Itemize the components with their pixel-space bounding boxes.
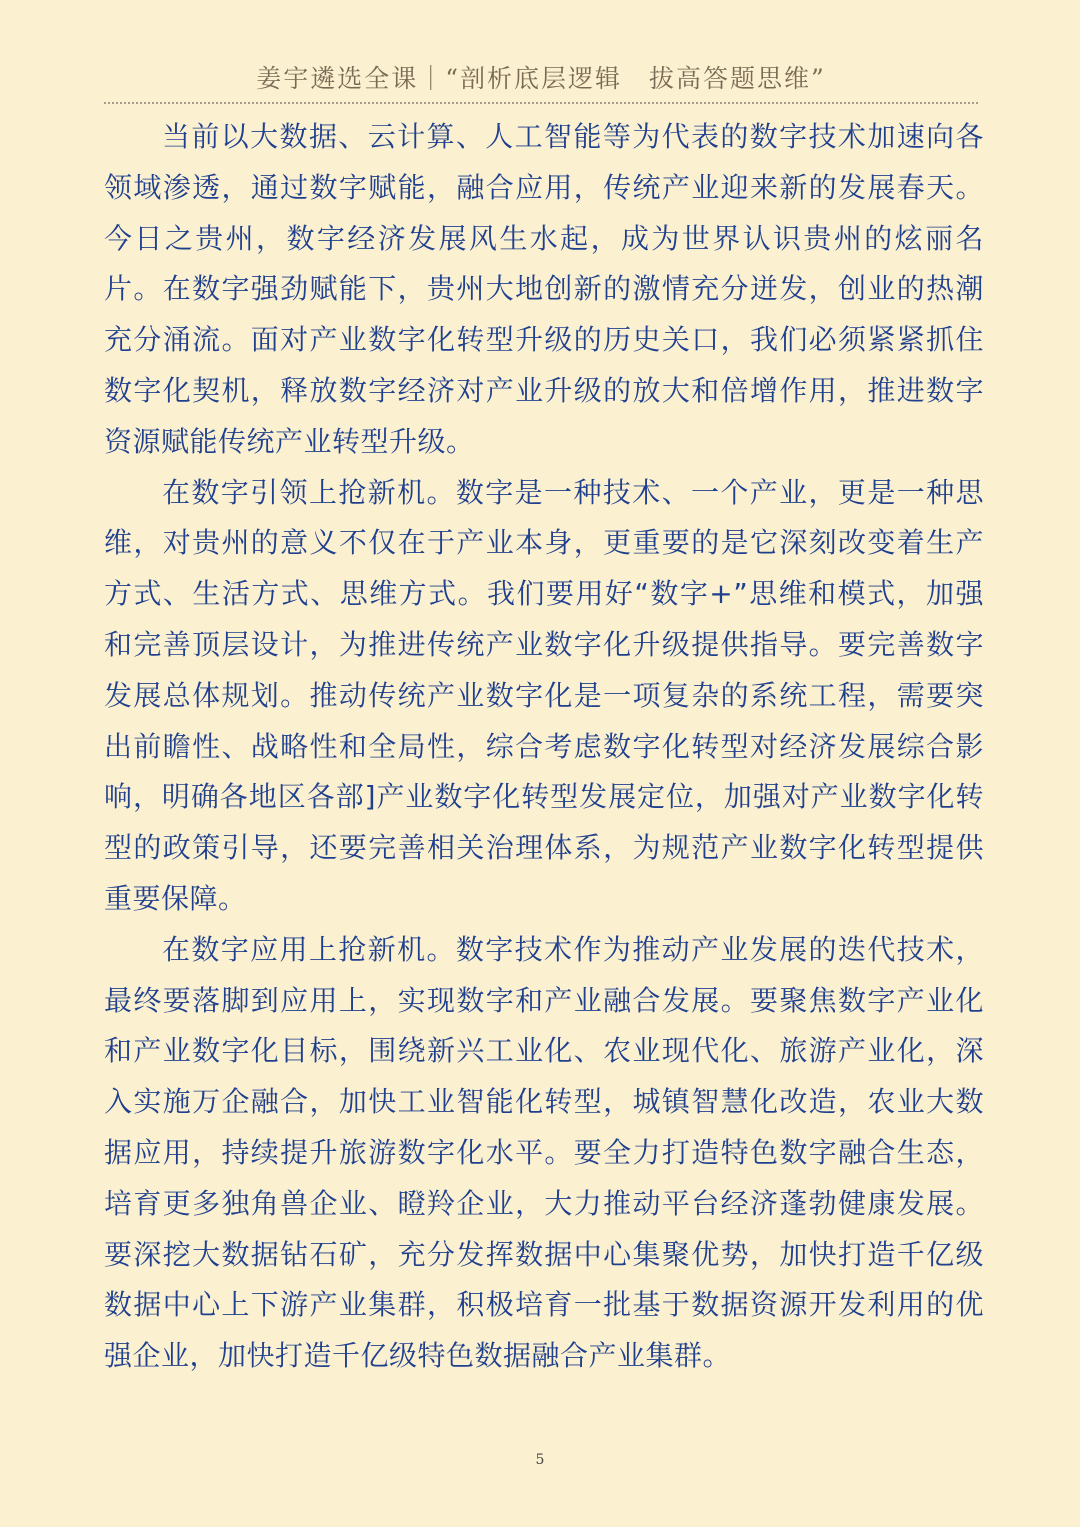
paragraph-digital-application: 在数字应用上抢新机。数字技术作为推动产业发展的迭代技术，最终要落脚到应用上，实现数字和产业融合发展。要聚焦数字产业化和产业数字化目标，围绕新兴工业化、农业现代化、旅游产业化，深入实施万企融合，加快工业智能化转型，城镇智慧化改造，农业大数据应用，持续提升旅游数字化水平。要全力打造特色数字融合生态，培育更多独角兽企业、瞪羚企业，大力推动平台经济蓬勃健康发展。要深挖大数据钻石矿，充分发挥数据中心集聚优势，加快打造千亿级数据中心上下游产业集群，积极培育一批基于数据资源开发利用的优强企业，加快打造千亿级特色数据融合产业集群。 [104, 932, 984, 1373]
paragraph-intro: 当前以大数据、云计算、人工智能等为代表的数字技术加速向各领域渗透，通过数字赋能，融合应用，传统产业迎来新的发展春天。今日之贵州，数字经济发展风生水起，成为世界认识贵州的炫丽名片。在数字强劲赋能下，贵州大地创新的激情充分迸发，创业的热潮充分涌流。面对产业数字化转型升级的历史关口，我们必须紧紧抓住数字化契机，释放数字经济对产业升级的放大和倍增作用，推进数字资源赋能传统产业转型升级。 [104, 120, 984, 458]
article-body [104, 112, 984, 1382]
page-header: 姜宇遴选全课｜“剖析底层逻辑 拔高答题思维” [256, 64, 826, 93]
header-divider [104, 102, 978, 104]
page-number: 5 [535, 1452, 545, 1468]
paragraph-digital-leadership: 在数字引领上抢新机。数字是一种技术、一个产业，更是一种思维，对贵州的意义不仅在于产业本身，更重要的是它深刻改变着生产方式、生活方式、思维方式。我们要用好“数字+”思维和模式，加强和完善顶层设计，为推进传统产业数字化升级提供指导。要完善数字发展总体规划。推动传统产业数字化是一项复杂的系统工程，需要突出前瞻性、战略性和全局性，综合考虑数字化转型对经济发展综合影响，明确各地区各部]产业数字化转型发展定位，加强对产业数字化转型的政策引导，还要完善相关治理体系，为规范产业数字化转型提供重要保障。 [104, 475, 984, 915]
